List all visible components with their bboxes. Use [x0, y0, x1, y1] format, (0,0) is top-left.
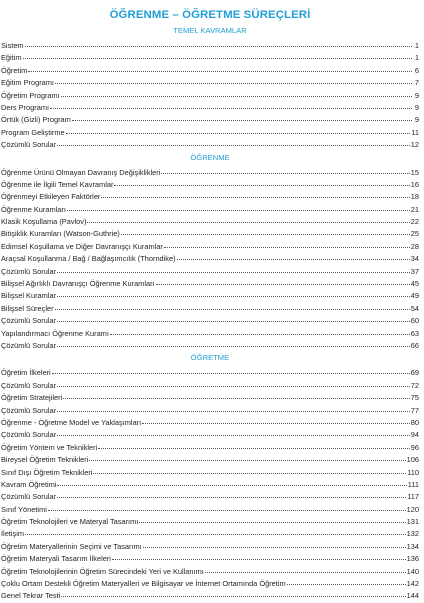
dot-leader [114, 179, 409, 186]
toc-entry-title: Öğrenme Kuramları [1, 204, 66, 214]
toc-entry-page-number: 34 [410, 254, 419, 264]
toc-entry[interactable] [1, 392, 419, 404]
toc-entry[interactable] [1, 290, 419, 302]
dot-leader [57, 340, 410, 347]
toc-entry-page-number: 49 [410, 291, 419, 301]
toc-entry-page-number: 16 [410, 179, 419, 189]
toc-entry-page-number: 1 [414, 41, 419, 50]
dot-leader [164, 241, 410, 248]
toc-entry-title: Öğretim Teknolojileri ve Materyal Tasarımı [1, 517, 139, 527]
dot-leader [23, 52, 412, 59]
toc-entry-page-number: 72 [410, 380, 419, 390]
dot-leader [57, 139, 410, 146]
dot-leader [161, 167, 409, 174]
toc-entry-page-number: 37 [410, 266, 419, 276]
dot-leader [57, 405, 410, 412]
toc-entry-page-number: 12 [410, 140, 419, 150]
toc-entry[interactable] [1, 52, 419, 64]
toc-entry-page-number: 9 [414, 102, 419, 112]
toc-entry[interactable] [1, 367, 419, 379]
dot-leader [89, 454, 405, 461]
toc-entry[interactable] [1, 479, 419, 491]
toc-entry-title: Öğrenme ile İlgili Temel Kavramlar [1, 179, 114, 189]
toc-entry-page-number: 21 [410, 204, 419, 214]
dot-leader [139, 516, 405, 523]
toc-entry-title: Öğretim İlkeleri [1, 368, 51, 378]
toc-entry-page-number: 28 [410, 241, 419, 251]
dot-leader [72, 114, 412, 121]
toc-entry-page-number: 9 [414, 115, 419, 125]
dot-leader [50, 102, 412, 109]
toc-entry-title: Bireysel Öğretim Teknikleri [1, 455, 89, 465]
toc-entry[interactable] [1, 380, 419, 392]
dot-leader [143, 541, 406, 548]
toc-entry-title: Örtük (Gizli) Program [1, 115, 71, 125]
dot-leader [57, 266, 410, 273]
toc-entry[interactable] [1, 417, 419, 429]
toc-entry-title: Çözümlü Sorular [1, 492, 57, 502]
toc-entry-title: Eğitim [1, 53, 22, 63]
toc-entry[interactable] [1, 553, 419, 565]
toc-entry-title: Öğretim Stratejileri [1, 393, 63, 403]
toc-entry[interactable] [1, 77, 419, 89]
dot-leader [57, 380, 410, 387]
toc-entry[interactable] [1, 40, 419, 52]
toc-entry-title: Genel Tekrar Testi [1, 591, 61, 601]
dot-leader [121, 228, 410, 235]
dot-leader [61, 90, 412, 97]
toc-entry-page-number: 11 [411, 127, 419, 137]
dot-leader [110, 328, 410, 335]
document-title: ÖĞRENME – ÖĞRETME SÜREÇLERİ [109, 9, 311, 21]
toc-entry[interactable] [1, 578, 419, 590]
toc-entry-title: Program Geliştirme [1, 127, 65, 137]
dot-leader [55, 77, 412, 84]
toc-entry-title: Çoklu Ortam Destekli Öğretim Materyalleri ve Bilgisayar ve İnternet Ortamında Öğretim [1, 579, 286, 589]
section-temel-kavramlar [1, 25, 419, 152]
toc-entry[interactable] [1, 429, 419, 441]
toc-entry-page-number: 66 [410, 340, 419, 350]
toc-entry-title: Sınıf Yönetimi [1, 504, 47, 514]
dot-leader [25, 528, 406, 535]
toc-entry-title: Araçsal Koşullanma / Bağ / Bağlaşımcılık (Thorndike) [1, 254, 176, 264]
dot-leader [87, 216, 409, 223]
toc-entry-title: Çözümlü Sorular [1, 316, 57, 326]
dot-leader [66, 127, 411, 134]
dot-leader [63, 392, 410, 399]
toc-entry[interactable] [1, 266, 419, 278]
toc-entry-page-number: 120 [406, 504, 419, 514]
toc-entry[interactable] [1, 90, 419, 102]
toc-entry-page-number: 60 [410, 316, 419, 326]
toc-entry-title: Çözümlü Sorular [1, 430, 57, 440]
toc-entry-page-number: 22 [410, 217, 419, 227]
dot-leader [112, 553, 406, 560]
toc-list [1, 367, 419, 602]
toc-entry[interactable] [1, 467, 419, 479]
toc-entry-page-number: 63 [410, 328, 419, 338]
toc-entry-page-number: 134 [406, 541, 419, 551]
toc-entry[interactable] [1, 454, 419, 466]
toc-entry-page-number: 7 [414, 78, 419, 88]
toc-entry-title: Kavram Öğretimi [1, 479, 57, 489]
toc-entry[interactable] [1, 516, 419, 528]
toc-entry[interactable] [1, 528, 419, 540]
toc-entry-title: Öğrenme Ürünü Olmayan Davranış Değişiklikleri [1, 167, 161, 177]
dot-leader [177, 253, 410, 260]
toc-entry-title: Öğretim [1, 65, 28, 75]
dot-leader [25, 40, 412, 47]
toc-entry[interactable] [1, 114, 419, 126]
toc-entry[interactable] [1, 278, 419, 290]
dot-leader [93, 467, 406, 474]
section-ogretme [1, 352, 419, 602]
dot-leader [67, 204, 410, 211]
toc-list [1, 167, 419, 353]
toc-entry-page-number: 6 [414, 65, 419, 75]
toc-entry-title: Edimsel Koşullama ve Diğer Davranışçı Kuramlar [1, 241, 163, 251]
toc-entry[interactable] [1, 102, 419, 114]
toc-entry[interactable] [1, 405, 419, 417]
dot-leader [57, 479, 406, 486]
dot-leader [287, 578, 406, 585]
toc-entry-title: Öğrenme - Öğretme Model ve Yaklaşımları [1, 417, 142, 427]
toc-entry[interactable] [1, 167, 419, 179]
toc-entry-page-number: 18 [410, 192, 419, 202]
toc-entry-page-number: 144 [406, 591, 419, 601]
toc-entry[interactable] [1, 303, 419, 315]
toc-entry[interactable] [1, 191, 419, 203]
toc-entry-page-number: 131 [406, 517, 419, 527]
toc-entry-page-number: 77 [410, 405, 419, 415]
dot-leader [142, 417, 410, 424]
section-heading: TEMEL KAVRAMLAR [173, 26, 247, 35]
toc-entry[interactable] [1, 566, 419, 578]
dot-leader [57, 315, 410, 322]
dot-leader [52, 367, 410, 374]
toc-list [1, 40, 419, 152]
toc-entry-page-number: 54 [410, 303, 419, 313]
dot-leader [98, 442, 410, 449]
toc-entry[interactable] [1, 491, 419, 503]
toc-entry-title: Öğretim Teknolojilerinin Öğretim Sürecindeki Yeri ve Kullanımı [1, 566, 204, 576]
toc-entry[interactable] [1, 253, 419, 265]
toc-entry-page-number: 136 [406, 554, 419, 564]
toc-entry-page-number: 111 [407, 479, 419, 489]
section-heading: ÖĞRENME [190, 152, 230, 162]
dot-leader [205, 566, 406, 573]
toc-entry-title: Klasik Koşullama (Pavlov) [1, 217, 87, 227]
dot-leader [57, 290, 410, 297]
dot-leader [61, 590, 405, 597]
toc-entry-page-number: 117 [407, 492, 419, 502]
toc-entry-title: Öğretim Programı [1, 90, 60, 100]
toc-entry-title: Çözümlü Sorular [1, 380, 57, 390]
toc-entry-page-number: 110 [407, 467, 419, 477]
toc-entry[interactable] [1, 179, 419, 191]
toc-entry-title: Çözümlü Sorular [1, 266, 57, 276]
toc-entry-page-number: 96 [410, 442, 419, 452]
dot-leader [101, 191, 409, 198]
section-heading: ÖĞRETME [190, 353, 230, 363]
toc-entry[interactable] [1, 328, 419, 340]
toc-entry-title: Bilişsel Süreçler [1, 303, 54, 313]
toc-entry-title: Bilişsel Kuramlar [1, 291, 57, 301]
toc-entry-title: Öğrenmeyi Etkileyen Faktörler [1, 192, 101, 202]
toc-entry-title: Eğitim Programı [1, 78, 54, 88]
dot-leader [48, 504, 406, 511]
toc-entry[interactable] [1, 139, 419, 151]
toc-entry-page-number: 132 [406, 529, 419, 539]
toc-entry-title: Çözümlü Sorular [1, 405, 57, 415]
toc-entry[interactable] [1, 541, 419, 553]
toc-entry-title: Çözümlü Sorular [1, 140, 57, 150]
toc-entry-page-number: 69 [410, 368, 419, 378]
toc-entry-title: İletişim [1, 529, 24, 539]
toc-entry-title: Öğretim Materyallerinin Seçimi ve Tasarımı [1, 541, 142, 551]
toc-entry-page-number: 1 [414, 53, 419, 63]
toc-entry-title: Bitişiklik Kuramları (Watson-Guthrie) [1, 229, 120, 239]
dot-leader [28, 65, 412, 72]
toc-entry[interactable] [1, 340, 419, 352]
dot-leader [156, 278, 410, 285]
dot-leader [57, 429, 410, 436]
toc-entry[interactable] [1, 65, 419, 77]
toc-entry[interactable] [1, 204, 419, 216]
toc-entry[interactable] [1, 127, 419, 139]
toc-entry-title: Öğretim Yöntem ve Teknikleri [1, 442, 98, 452]
toc-entry-title: Çözümlü Sorular [1, 340, 57, 350]
toc-entry-page-number: 75 [410, 393, 419, 403]
toc-entry[interactable] [1, 504, 419, 516]
toc-entry[interactable] [1, 241, 419, 253]
toc-entry-page-number: 106 [406, 455, 419, 465]
toc-entry[interactable] [1, 216, 419, 228]
toc-entry-page-number: 25 [410, 229, 419, 239]
toc-entry[interactable] [1, 590, 419, 602]
toc-entry-title: Sınıf Dışı Öğretim Teknikleri [1, 467, 93, 477]
dot-leader [55, 303, 410, 310]
toc-entry-page-number: 80 [410, 417, 419, 427]
toc-entry[interactable] [1, 442, 419, 454]
toc-entry-title: Bilişsel Ağırlıklı Davranışçı Öğrenme Kuramları [1, 279, 155, 289]
toc-entry-page-number: 140 [406, 566, 419, 576]
toc-entry-title: Ders Programı [1, 102, 50, 112]
toc-entry[interactable] [1, 315, 419, 327]
toc-entry-title: Öğretim Materyali Tasarım İlkeleri [1, 554, 111, 564]
section-ogrenme [1, 152, 419, 353]
toc-entry-page-number: 142 [406, 579, 419, 589]
toc-entry[interactable] [1, 228, 419, 240]
toc-entry-page-number: 9 [414, 90, 419, 100]
toc-entry-title: Sistem [1, 41, 24, 50]
toc-entry-title: Yapılandırmacı Öğrenme Kuramı [1, 328, 109, 338]
dot-leader [57, 491, 406, 498]
toc-entry-page-number: 45 [410, 279, 419, 289]
toc-entry-page-number: 94 [410, 430, 419, 440]
toc-entry-page-number: 15 [410, 167, 419, 177]
